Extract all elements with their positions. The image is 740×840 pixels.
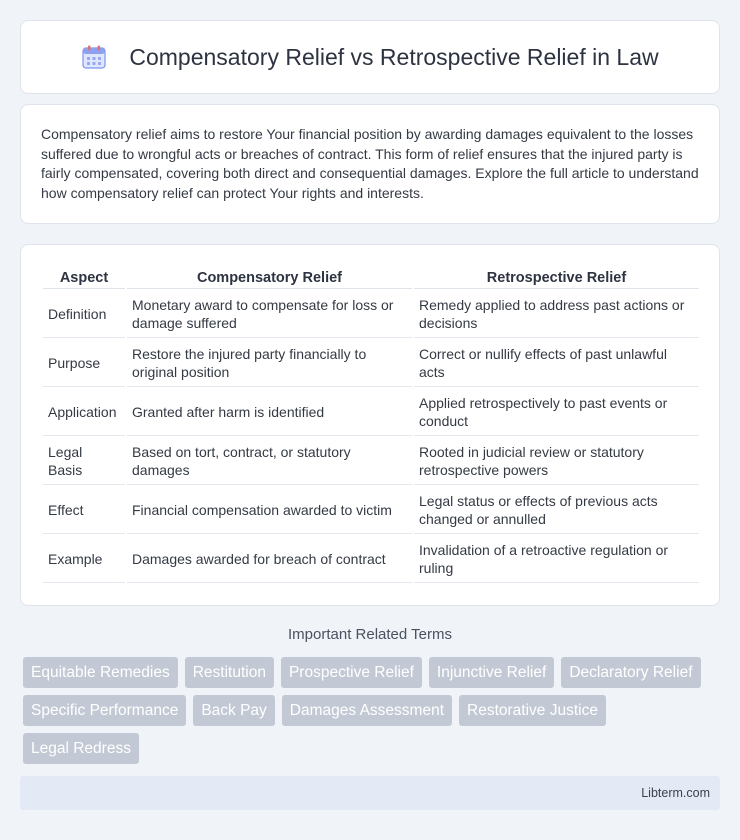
aspect-cell: Example: [43, 536, 125, 583]
column-header: Compensatory Relief: [127, 267, 412, 289]
aspect-cell: Legal Basis: [43, 438, 125, 485]
related-term-tag[interactable]: Equitable Remedies: [23, 657, 178, 688]
calendar-icon: [81, 44, 107, 70]
related-term-tag[interactable]: Restorative Justice: [459, 695, 606, 726]
compensatory-cell: Financial compensation awarded to victim: [127, 487, 412, 534]
footer-brand-link[interactable]: Libterm.com: [641, 786, 710, 800]
table-header-row: [43, 267, 699, 289]
retrospective-cell: Rooted in judicial review or statutory retrospective powers: [414, 438, 699, 485]
related-terms-title: Important Related Terms: [288, 626, 452, 643]
table-row: [43, 340, 699, 387]
table-row: [43, 291, 699, 338]
intro-card: [20, 104, 720, 224]
related-term-tag[interactable]: Legal Redress: [23, 733, 139, 764]
table-row: [43, 389, 699, 436]
aspect-cell: Application: [43, 389, 125, 436]
aspect-cell: Effect: [43, 487, 125, 534]
footer: [20, 776, 720, 810]
compensatory-cell: Granted after harm is identified: [127, 389, 412, 436]
table-row: [43, 438, 699, 485]
header-card: [20, 20, 720, 94]
related-term-tag[interactable]: Damages Assessment: [282, 695, 452, 726]
related-term-tag[interactable]: Declaratory Relief: [561, 657, 700, 688]
retrospective-cell: Remedy applied to address past actions or decisions: [414, 291, 699, 338]
related-term-tag[interactable]: Injunctive Relief: [429, 657, 554, 688]
related-term-tag[interactable]: Prospective Relief: [281, 657, 422, 688]
table-row: [43, 487, 699, 534]
retrospective-cell: Invalidation of a retroactive regulation or ruling: [414, 536, 699, 583]
compensatory-cell: Based on tort, contract, or statutory damages: [127, 438, 412, 485]
aspect-cell: Definition: [43, 291, 125, 338]
retrospective-cell: Applied retrospectively to past events or conduct: [414, 389, 699, 436]
intro-text: Compensatory relief aims to restore Your financial position by awarding damages equivalent to the losses suffered due to wrongful acts or breaches of contract. This form of relief ensures that the injured party is fairly compensated, covering both direct and consequential damages. Explore the full article to understand how compensatory relief can protect Your rights and interests.: [41, 126, 699, 201]
aspect-cell: Purpose: [43, 340, 125, 387]
column-header: Retrospective Relief: [414, 267, 699, 289]
related-terms-list: [20, 657, 720, 764]
related-term-tag[interactable]: Back Pay: [193, 695, 274, 726]
related-term-tag[interactable]: Specific Performance: [23, 695, 186, 726]
comparison-table: [41, 265, 701, 585]
retrospective-cell: Legal status or effects of previous acts changed or annulled: [414, 487, 699, 534]
table-row: [43, 536, 699, 583]
related-term-tag[interactable]: Restitution: [185, 657, 274, 688]
compensatory-cell: Monetary award to compensate for loss or damage suffered: [127, 291, 412, 338]
comparison-table-card: [20, 244, 720, 606]
retrospective-cell: Correct or nullify effects of past unlawful acts: [414, 340, 699, 387]
compensatory-cell: Restore the injured party financially to original position: [127, 340, 412, 387]
column-header: Aspect: [43, 267, 125, 289]
page-title: Compensatory Relief vs Retrospective Relief in Law: [129, 43, 659, 70]
compensatory-cell: Damages awarded for breach of contract: [127, 536, 412, 583]
